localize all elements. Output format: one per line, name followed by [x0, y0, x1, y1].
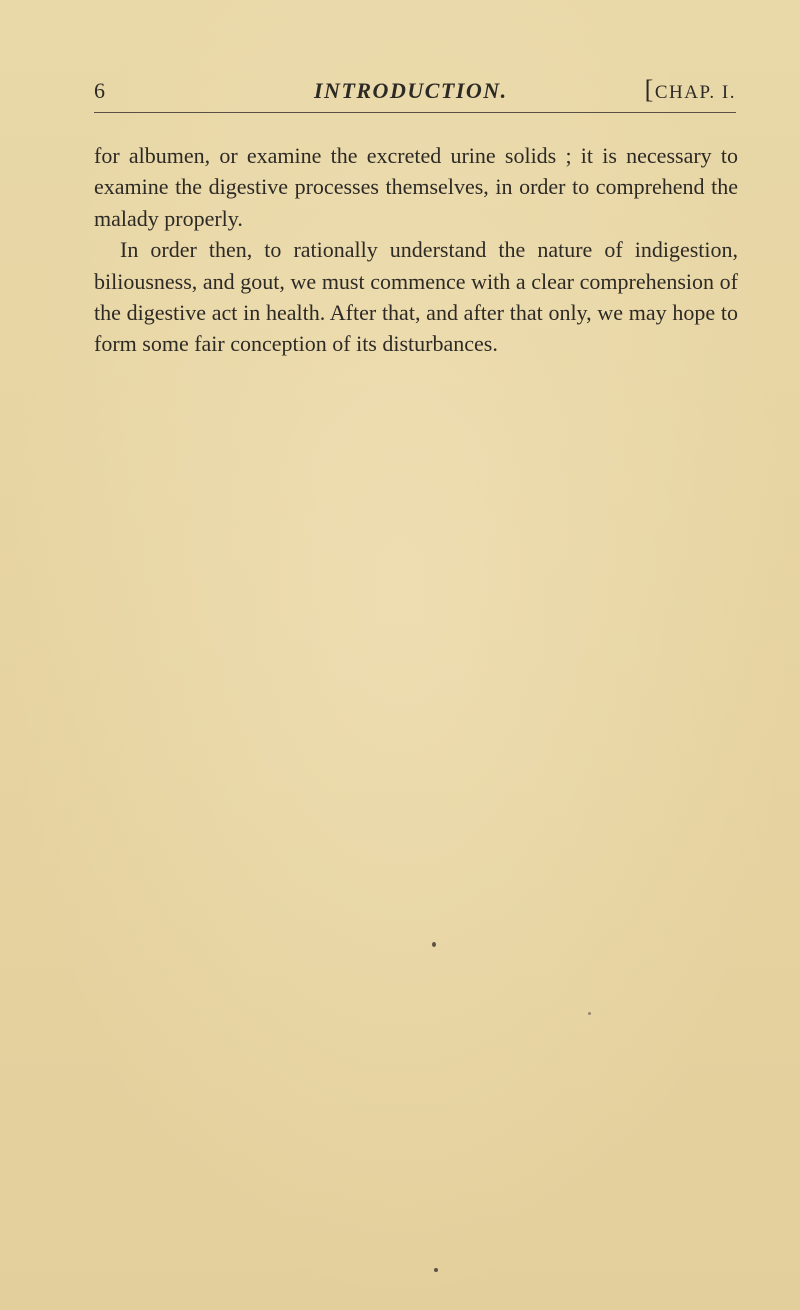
ink-speck [434, 1268, 438, 1272]
header-rule [94, 112, 736, 113]
paragraph-2: In order then, to rationally understand the nature of indigestion, biliousness, and gout, we must commence with a clear comprehension of the digestive act in health. After that, and after that only, we may hope to form some fair conception of its disturbances. [94, 237, 738, 357]
running-title: INTRODUCTION. [314, 78, 508, 103]
paragraph-1: for albumen, or examine the excreted urine solids ; it is necessary to examine the digestive processes themselves, in order to comprehend the malady properly. [94, 143, 738, 231]
body-text [94, 140, 738, 360]
running-header [94, 75, 736, 112]
page-number: 6 [94, 78, 106, 103]
chapter-label [644, 75, 736, 104]
ink-speck [432, 942, 436, 947]
ink-speck [588, 1012, 591, 1015]
chapter-text: CHAP. I. [654, 82, 736, 103]
chapter-bracket: [ [644, 75, 655, 104]
